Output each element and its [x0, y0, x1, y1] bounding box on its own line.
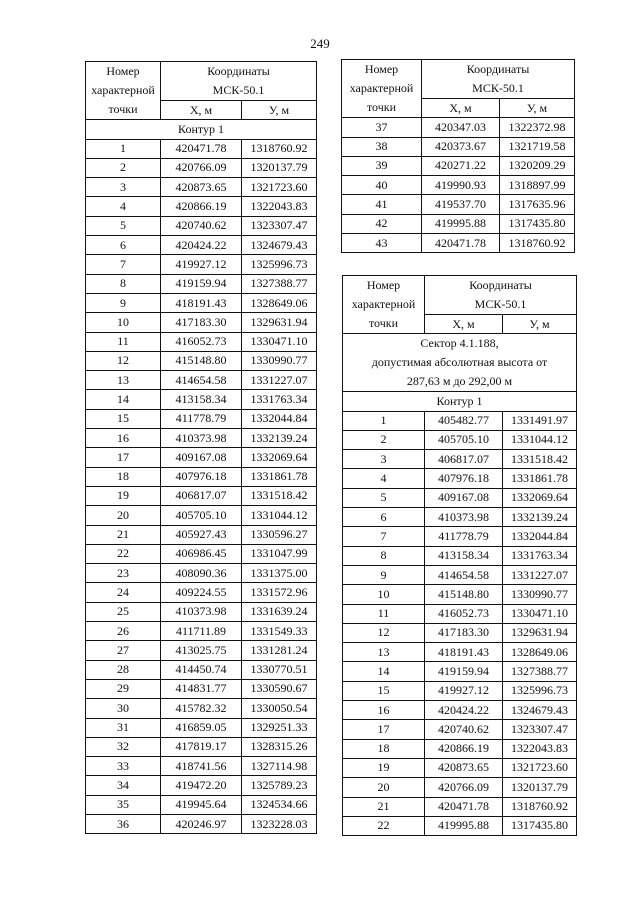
- table-row: [343, 816, 577, 835]
- point-number: 32: [86, 737, 161, 756]
- x-value: 420471.78: [161, 139, 242, 158]
- point-number: 13: [343, 643, 425, 662]
- contour-label: Контур 1: [343, 392, 577, 411]
- x-value: 413158.34: [161, 390, 242, 409]
- y-value: 1325996.73: [503, 681, 577, 700]
- x-value: 411778.79: [161, 409, 242, 428]
- y-value: 1320137.79: [503, 778, 577, 797]
- point-number-header: Номер характерной точки: [342, 60, 422, 118]
- point-number: 29: [86, 679, 161, 698]
- table-row: [342, 234, 575, 253]
- x-value: 413158.34: [425, 546, 503, 565]
- x-value: 408090.36: [161, 564, 242, 583]
- point-number: 18: [86, 467, 161, 486]
- point-number: 13: [86, 371, 161, 390]
- x-value: 420271.22: [422, 156, 500, 175]
- y-value: 1317435.80: [503, 816, 577, 835]
- y-header: У, м: [503, 315, 577, 334]
- point-number: 41: [342, 195, 422, 214]
- x-value: 405927.43: [161, 525, 242, 544]
- table-row: [86, 583, 317, 602]
- point-number: 36: [86, 814, 161, 833]
- y-value: 1330590.67: [242, 679, 317, 698]
- y-value: 1320209.29: [500, 156, 575, 175]
- x-value: 418191.43: [425, 643, 503, 662]
- x-value: 411711.89: [161, 622, 242, 641]
- x-value: 419537.70: [422, 195, 500, 214]
- y-header: У, м: [500, 99, 575, 118]
- table-row: [342, 214, 575, 233]
- point-number: 1: [343, 411, 425, 430]
- table-row: [86, 795, 317, 814]
- y-value: 1325996.73: [242, 255, 317, 274]
- x-value: 413025.75: [161, 641, 242, 660]
- point-number: 37: [342, 118, 422, 137]
- point-number: 4: [86, 197, 161, 216]
- point-number: 7: [86, 255, 161, 274]
- y-header: У, м: [242, 101, 317, 120]
- x-value: 411778.79: [425, 527, 503, 546]
- x-value: 420766.09: [161, 158, 242, 177]
- table-row: [86, 699, 317, 718]
- point-number: 20: [86, 506, 161, 525]
- y-value: 1331227.07: [503, 565, 577, 584]
- y-value: 1330471.10: [242, 332, 317, 351]
- y-value: 1331044.12: [503, 430, 577, 449]
- table-row: [86, 409, 317, 428]
- x-value: 420873.65: [161, 178, 242, 197]
- x-value: 406817.07: [425, 450, 503, 469]
- table-row: [343, 797, 577, 816]
- table-row: [86, 564, 317, 583]
- x-value: 417819.17: [161, 737, 242, 756]
- table-row: [342, 118, 575, 137]
- table-row: [343, 565, 577, 584]
- point-number: 35: [86, 795, 161, 814]
- point-number: 14: [343, 662, 425, 681]
- point-number: 7: [343, 527, 425, 546]
- x-value: 407976.18: [161, 467, 242, 486]
- table-row: [343, 585, 577, 604]
- coordinates-table-left: [85, 61, 317, 834]
- y-value: 1328315.26: [242, 737, 317, 756]
- y-value: 1318760.92: [503, 797, 577, 816]
- y-value: 1331861.78: [503, 469, 577, 488]
- table-row: [86, 641, 317, 660]
- point-number: 4: [343, 469, 425, 488]
- table-row: [86, 332, 317, 351]
- y-value: 1332139.24: [242, 429, 317, 448]
- table-row: [86, 178, 317, 197]
- point-number: 15: [86, 409, 161, 428]
- point-number: 18: [343, 739, 425, 758]
- x-value: 414654.58: [161, 371, 242, 390]
- table-row: [86, 757, 317, 776]
- point-number: 28: [86, 660, 161, 679]
- y-value: 1323307.47: [242, 216, 317, 235]
- y-value: 1321723.60: [503, 758, 577, 777]
- table-row: [342, 176, 575, 195]
- table-row: [343, 527, 577, 546]
- table-row: [86, 351, 317, 370]
- point-number: 3: [343, 450, 425, 469]
- x-value: 414654.58: [425, 565, 503, 584]
- x-value: 419995.88: [422, 214, 500, 233]
- coordinates-header: Координаты МСК-50.1: [422, 60, 575, 99]
- table-row: [86, 197, 317, 216]
- point-number: 16: [86, 429, 161, 448]
- x-header: Х, м: [161, 101, 242, 120]
- y-value: 1331549.33: [242, 622, 317, 641]
- point-number: 12: [86, 351, 161, 370]
- x-value: 418191.43: [161, 293, 242, 312]
- point-number: 2: [86, 158, 161, 177]
- coordinates-table-right-top: [341, 59, 575, 253]
- point-number: 6: [343, 508, 425, 527]
- x-value: 409167.08: [425, 488, 503, 507]
- table-row: [343, 720, 577, 739]
- y-value: 1323228.03: [242, 814, 317, 833]
- table-row: [86, 429, 317, 448]
- y-value: 1322372.98: [500, 118, 575, 137]
- point-number: 11: [86, 332, 161, 351]
- point-number: 24: [86, 583, 161, 602]
- point-number: 8: [343, 546, 425, 565]
- point-number: 20: [343, 778, 425, 797]
- x-value: 417183.30: [425, 623, 503, 642]
- point-number: 25: [86, 602, 161, 621]
- table-row: [343, 623, 577, 642]
- y-value: 1323307.47: [503, 720, 577, 739]
- point-number: 17: [86, 448, 161, 467]
- y-value: 1330596.27: [242, 525, 317, 544]
- page-number: 249: [310, 36, 330, 51]
- point-number: 21: [343, 797, 425, 816]
- contour-label: Контур 1: [86, 120, 317, 139]
- x-value: 414450.74: [161, 660, 242, 679]
- table-row: [343, 430, 577, 449]
- x-value: 419472.20: [161, 776, 242, 795]
- sector-label: Сектор 4.1.188, допустимая абсолютная высота от 287,63 м до 292,00 м: [343, 334, 577, 392]
- point-number: 30: [86, 699, 161, 718]
- point-number: 10: [343, 585, 425, 604]
- x-value: 409224.55: [161, 583, 242, 602]
- y-value: 1331281.24: [242, 641, 317, 660]
- y-value: 1332069.64: [503, 488, 577, 507]
- y-value: 1332044.84: [503, 527, 577, 546]
- table-row: [343, 739, 577, 758]
- point-number: 1: [86, 139, 161, 158]
- y-value: 1331639.24: [242, 602, 317, 621]
- x-value: 420471.78: [425, 797, 503, 816]
- y-value: 1330990.77: [503, 585, 577, 604]
- y-value: 1331044.12: [242, 506, 317, 525]
- y-value: 1318760.92: [500, 234, 575, 253]
- table-row: [86, 486, 317, 505]
- table-row: [343, 411, 577, 430]
- point-number: 12: [343, 623, 425, 642]
- y-value: 1322043.83: [242, 197, 317, 216]
- table-row: [343, 701, 577, 720]
- y-value: 1331375.00: [242, 564, 317, 583]
- point-number: 22: [86, 544, 161, 563]
- x-value: 405705.10: [161, 506, 242, 525]
- y-value: 1330471.10: [503, 604, 577, 623]
- y-value: 1331861.78: [242, 467, 317, 486]
- point-number: 9: [343, 565, 425, 584]
- point-number: 19: [86, 486, 161, 505]
- table-row: [343, 758, 577, 777]
- table-row: [86, 718, 317, 737]
- table-row: [86, 139, 317, 158]
- x-value: 405482.77: [425, 411, 503, 430]
- y-value: 1332139.24: [503, 508, 577, 527]
- table-row: [343, 643, 577, 662]
- point-number: 16: [343, 701, 425, 720]
- table-row: [343, 662, 577, 681]
- point-number: 23: [86, 564, 161, 583]
- point-number: 26: [86, 622, 161, 641]
- x-value: 414831.77: [161, 679, 242, 698]
- point-number: 43: [342, 234, 422, 253]
- x-value: 420740.62: [425, 720, 503, 739]
- x-value: 420347.03: [422, 118, 500, 137]
- x-value: 420873.65: [425, 758, 503, 777]
- table-row: [86, 236, 317, 255]
- table-row: [86, 679, 317, 698]
- point-number: 14: [86, 390, 161, 409]
- y-value: 1332069.64: [242, 448, 317, 467]
- y-value: 1324679.43: [503, 701, 577, 720]
- x-value: 415782.32: [161, 699, 242, 718]
- point-number: 2: [343, 430, 425, 449]
- x-value: 415148.80: [161, 351, 242, 370]
- x-value: 410373.98: [425, 508, 503, 527]
- table-row: [86, 313, 317, 332]
- table-row: [86, 602, 317, 621]
- y-value: 1322043.83: [503, 739, 577, 758]
- x-value: 410373.98: [161, 602, 242, 621]
- y-value: 1320137.79: [242, 158, 317, 177]
- table-row: [343, 469, 577, 488]
- y-value: 1329631.94: [242, 313, 317, 332]
- y-value: 1330990.77: [242, 351, 317, 370]
- point-number: 21: [86, 525, 161, 544]
- table-row: [86, 293, 317, 312]
- table-row: [86, 448, 317, 467]
- y-value: 1317635.96: [500, 195, 575, 214]
- x-value: 419159.94: [161, 274, 242, 293]
- coordinates-header: Координаты МСК-50.1: [161, 62, 317, 101]
- point-number: 3: [86, 178, 161, 197]
- x-value: 419927.12: [425, 681, 503, 700]
- point-number: 34: [86, 776, 161, 795]
- point-number: 38: [342, 137, 422, 156]
- y-value: 1331572.96: [242, 583, 317, 602]
- x-value: 415148.80: [425, 585, 503, 604]
- point-number: 19: [343, 758, 425, 777]
- x-value: 416052.73: [425, 604, 503, 623]
- x-value: 420424.22: [425, 701, 503, 720]
- table-row: [86, 467, 317, 486]
- point-number: 6: [86, 236, 161, 255]
- point-number: 9: [86, 293, 161, 312]
- table-row: [86, 216, 317, 235]
- y-value: 1331491.97: [503, 411, 577, 430]
- y-value: 1328649.06: [503, 643, 577, 662]
- point-number: 5: [343, 488, 425, 507]
- point-number: 10: [86, 313, 161, 332]
- table-row: [343, 778, 577, 797]
- x-value: 419159.94: [425, 662, 503, 681]
- table-row: [86, 390, 317, 409]
- point-number: 11: [343, 604, 425, 623]
- x-value: 419995.88: [425, 816, 503, 835]
- x-value: 419945.64: [161, 795, 242, 814]
- y-value: 1331518.42: [503, 450, 577, 469]
- table-row: [86, 371, 317, 390]
- table-row: [86, 622, 317, 641]
- y-value: 1328649.06: [242, 293, 317, 312]
- x-value: 418741.56: [161, 757, 242, 776]
- x-header: Х, м: [422, 99, 500, 118]
- x-value: 405705.10: [425, 430, 503, 449]
- point-number: 5: [86, 216, 161, 235]
- coordinates-header: Координаты МСК-50.1: [425, 276, 577, 315]
- y-value: 1327114.98: [242, 757, 317, 776]
- table-row: [342, 156, 575, 175]
- y-value: 1321723.60: [242, 178, 317, 197]
- x-value: 420373.67: [422, 137, 500, 156]
- table-row: [343, 604, 577, 623]
- x-value: 420740.62: [161, 216, 242, 235]
- y-value: 1324679.43: [242, 236, 317, 255]
- x-value: 410373.98: [161, 429, 242, 448]
- table-row: [86, 158, 317, 177]
- table-row: [343, 488, 577, 507]
- table-row: [86, 776, 317, 795]
- table-row: [343, 508, 577, 527]
- y-value: 1331518.42: [242, 486, 317, 505]
- point-number: 17: [343, 720, 425, 739]
- table-row: [86, 274, 317, 293]
- x-value: 419927.12: [161, 255, 242, 274]
- table-row: [342, 195, 575, 214]
- y-value: 1327388.77: [242, 274, 317, 293]
- x-value: 420246.97: [161, 814, 242, 833]
- table-row: [86, 544, 317, 563]
- point-number: 31: [86, 718, 161, 737]
- table-row: [86, 814, 317, 833]
- table-row: [343, 546, 577, 565]
- table-row: [86, 255, 317, 274]
- y-value: 1331763.34: [503, 546, 577, 565]
- y-value: 1330770.51: [242, 660, 317, 679]
- point-number: 39: [342, 156, 422, 175]
- point-number: 40: [342, 176, 422, 195]
- x-value: 420866.19: [161, 197, 242, 216]
- y-value: 1329251.33: [242, 718, 317, 737]
- point-number: 42: [342, 214, 422, 233]
- table-row: [342, 137, 575, 156]
- y-value: 1324534.66: [242, 795, 317, 814]
- y-value: 1321719.58: [500, 137, 575, 156]
- y-value: 1331227.07: [242, 371, 317, 390]
- table-row: [343, 681, 577, 700]
- x-value: 420424.22: [161, 236, 242, 255]
- x-value: 406817.07: [161, 486, 242, 505]
- y-value: 1318897.99: [500, 176, 575, 195]
- table-row: [86, 660, 317, 679]
- point-number-header: Номер характерной точки: [343, 276, 425, 334]
- table-row: [86, 506, 317, 525]
- y-value: 1331047.99: [242, 544, 317, 563]
- point-number: 33: [86, 757, 161, 776]
- table-row: [343, 450, 577, 469]
- point-number-header: Номер характерной точки: [86, 62, 161, 120]
- x-value: 420471.78: [422, 234, 500, 253]
- table-row: [86, 737, 317, 756]
- x-value: 416052.73: [161, 332, 242, 351]
- coordinates-table-right-bottom: [342, 275, 577, 836]
- x-value: 409167.08: [161, 448, 242, 467]
- x-value: 406986.45: [161, 544, 242, 563]
- y-value: 1332044.84: [242, 409, 317, 428]
- y-value: 1329631.94: [503, 623, 577, 642]
- point-number: 8: [86, 274, 161, 293]
- x-header: Х, м: [425, 315, 503, 334]
- x-value: 420866.19: [425, 739, 503, 758]
- y-value: 1327388.77: [503, 662, 577, 681]
- x-value: 416859.05: [161, 718, 242, 737]
- point-number: 27: [86, 641, 161, 660]
- point-number: 22: [343, 816, 425, 835]
- x-value: 407976.18: [425, 469, 503, 488]
- y-value: 1318760.92: [242, 139, 317, 158]
- x-value: 420766.09: [425, 778, 503, 797]
- y-value: 1317435.80: [500, 214, 575, 233]
- point-number: 15: [343, 681, 425, 700]
- table-row: [86, 525, 317, 544]
- x-value: 419990.93: [422, 176, 500, 195]
- y-value: 1331763.34: [242, 390, 317, 409]
- x-value: 417183.30: [161, 313, 242, 332]
- y-value: 1330050.54: [242, 699, 317, 718]
- y-value: 1325789.23: [242, 776, 317, 795]
